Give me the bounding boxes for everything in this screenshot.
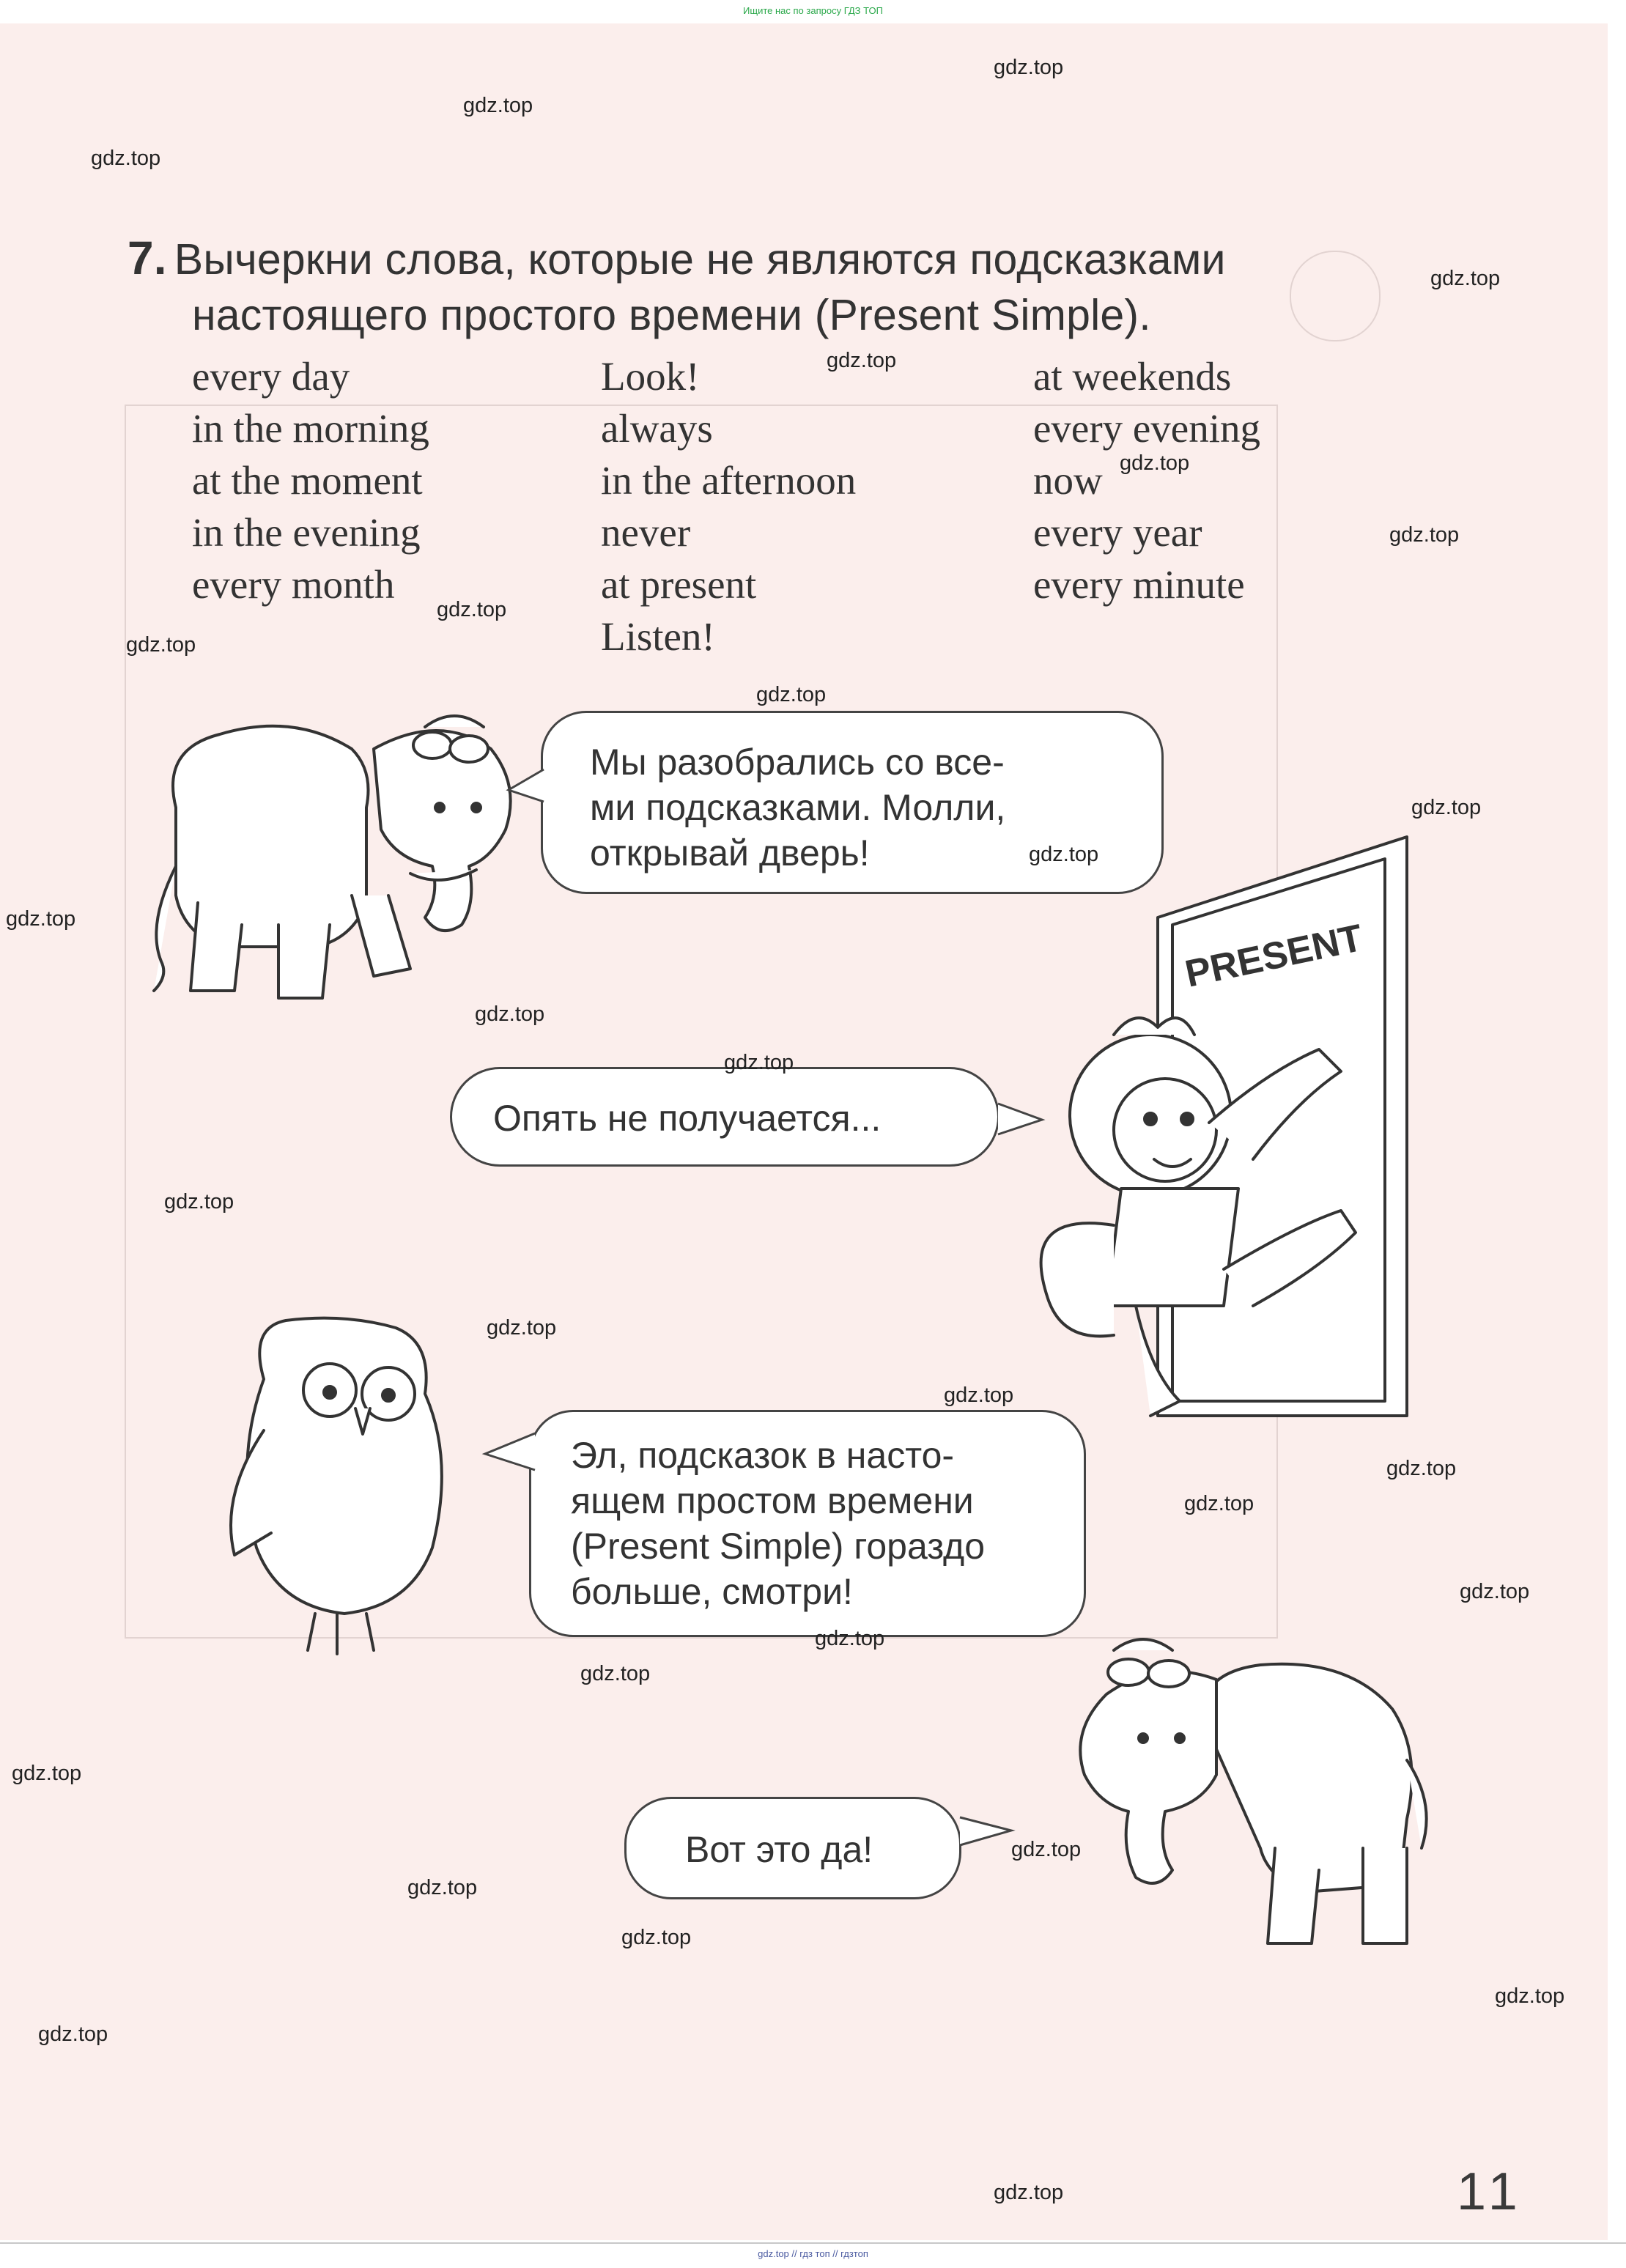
watermark-text: gdz.top xyxy=(827,349,897,372)
elephant-illustration xyxy=(1055,1628,1436,1965)
word-item[interactable]: in the morning xyxy=(192,406,429,451)
watermark-text: gdz.top xyxy=(1184,1492,1254,1515)
watermark-text: gdz.top xyxy=(6,907,76,931)
task-instruction-line2: настоящего простого времени (Present Simple). xyxy=(192,291,1151,339)
watermark-text: gdz.top xyxy=(724,1051,794,1074)
speech-bubble-monkey xyxy=(450,1067,999,1167)
watermark-text: gdz.top xyxy=(126,633,196,657)
bubble-tail xyxy=(481,1426,539,1477)
page-number: 11 xyxy=(1457,2162,1523,2221)
watermark-text: gdz.top xyxy=(1386,1457,1457,1480)
word-item[interactable]: every day xyxy=(192,354,350,399)
word-item[interactable]: in the afternoon xyxy=(601,458,857,503)
watermark-text: gdz.top xyxy=(621,1926,692,1949)
task-instruction-line1: Вычеркни слова, которые не являются подсказками xyxy=(174,235,1226,284)
task-number: 7. xyxy=(128,232,167,284)
bubble-tail xyxy=(506,764,550,808)
bubble-line: Вот это да! xyxy=(685,1829,873,1870)
word-column-3 xyxy=(1033,350,1260,610)
watermark-text: gdz.top xyxy=(475,1002,545,1026)
word-item[interactable]: every evening xyxy=(1033,406,1260,451)
word-item[interactable]: every minute xyxy=(1033,562,1245,607)
watermark-text: gdz.top xyxy=(1460,1580,1530,1603)
watermark-text: gdz.top xyxy=(1430,267,1501,290)
bubble-line: Мы разобрались со все- xyxy=(590,742,1005,783)
monkey-illustration xyxy=(1033,991,1444,1430)
watermark-text: gdz.top xyxy=(1011,1838,1082,1861)
word-item[interactable]: every month xyxy=(192,562,395,607)
bottom-links[interactable]: gdz.top // гдз топ // гдзтоп xyxy=(758,2248,868,2259)
watermark-text: gdz.top xyxy=(407,1876,478,1899)
bubble-line: больше, смотри! xyxy=(571,1571,853,1612)
watermark-text: gdz.top xyxy=(12,1762,82,1785)
word-column-1 xyxy=(192,350,429,610)
textbook-page xyxy=(0,23,1608,2240)
bottom-divider xyxy=(0,2242,1626,2244)
bubble-tail xyxy=(957,1811,1016,1855)
task-7 xyxy=(128,230,1490,343)
watermark-text: gdz.top xyxy=(1389,523,1460,547)
watermark-text: gdz.top xyxy=(994,2181,1064,2204)
word-item[interactable]: every year xyxy=(1033,510,1202,555)
speech-bubble-owl xyxy=(529,1410,1086,1637)
watermark-text: gdz.top xyxy=(815,1627,885,1650)
bubble-line: (Present Simple) гораздо xyxy=(571,1526,986,1567)
watermark-text: gdz.top xyxy=(580,1662,651,1685)
bubble-line: ящем простом времени xyxy=(571,1480,974,1521)
bubble-line: ми подсказками. Молли, xyxy=(590,787,1006,828)
door-sign-text: PRESENT xyxy=(1181,916,1367,996)
watermark-text: gdz.top xyxy=(38,2023,108,2046)
bubble-tail xyxy=(995,1098,1046,1142)
watermark-text: gdz.top xyxy=(487,1316,557,1340)
elephant-illustration xyxy=(132,683,542,1020)
word-item[interactable]: at the moment xyxy=(192,458,423,503)
watermark-text: gdz.top xyxy=(994,56,1064,79)
word-item[interactable]: never xyxy=(601,510,691,555)
watermark-text: gdz.top xyxy=(1029,843,1099,866)
watermark-text: gdz.top xyxy=(164,1190,234,1214)
word-item[interactable]: always xyxy=(601,406,713,451)
word-item[interactable]: in the evening xyxy=(192,510,421,555)
bubble-line: Эл, подсказок в насто- xyxy=(571,1435,955,1476)
watermark-text: gdz.top xyxy=(1495,1984,1565,2008)
word-item[interactable]: Look! xyxy=(601,354,700,399)
top-banner[interactable]: Ищите нас по запросу ГДЗ ТОП xyxy=(743,5,883,16)
word-item[interactable]: at weekends xyxy=(1033,354,1232,399)
bubble-line: Опять не получается... xyxy=(493,1098,882,1139)
watermark-text: gdz.top xyxy=(756,683,827,706)
watermark-text: gdz.top xyxy=(1411,796,1482,819)
word-item[interactable]: Listen! xyxy=(601,614,715,659)
watermark-text: gdz.top xyxy=(91,147,161,170)
watermark-text: gdz.top xyxy=(463,94,533,117)
word-item[interactable]: now xyxy=(1033,458,1103,503)
bubble-line: открывай дверь! xyxy=(590,832,870,873)
watermark-text: gdz.top xyxy=(437,598,507,621)
watermark-text: gdz.top xyxy=(944,1384,1014,1407)
watermark-text: gdz.top xyxy=(1120,451,1190,475)
speech-bubble-elephant-2 xyxy=(624,1797,961,1899)
owl-illustration xyxy=(220,1313,469,1665)
word-column-2 xyxy=(601,350,856,662)
word-item[interactable]: at present xyxy=(601,562,757,607)
